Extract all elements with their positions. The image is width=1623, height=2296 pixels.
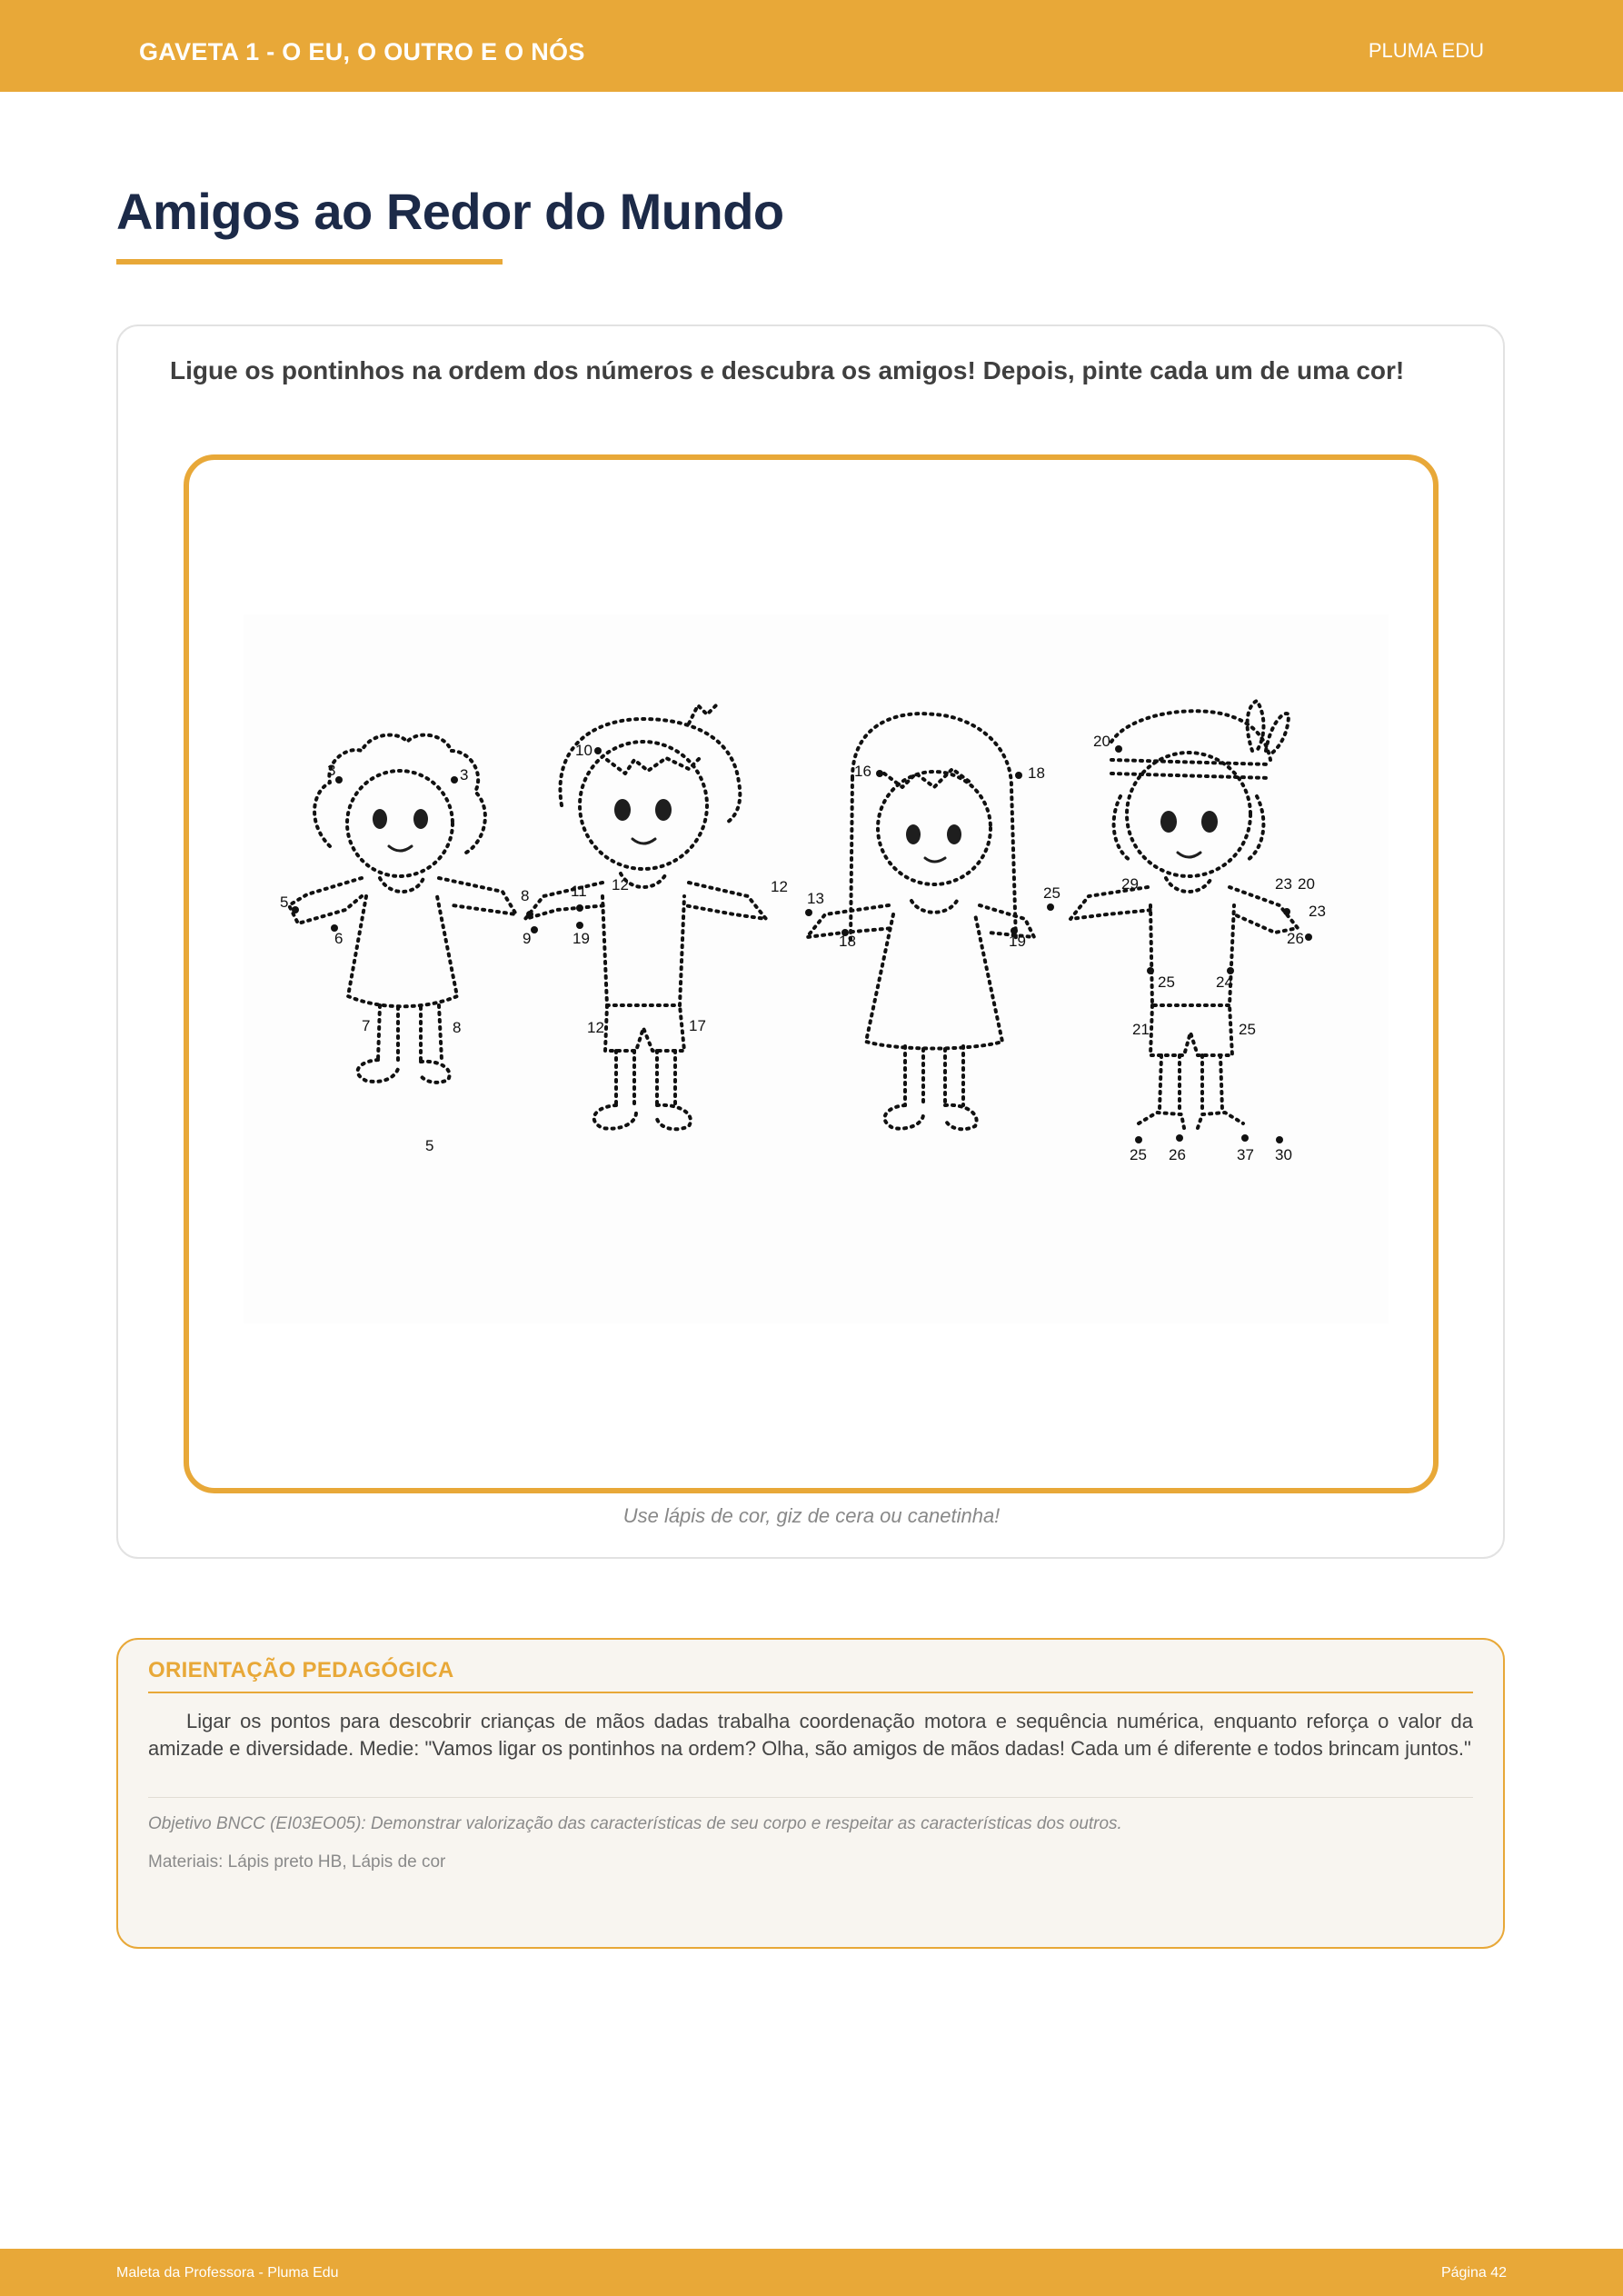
dot-number: 18	[839, 933, 856, 950]
guidance-divider	[148, 1797, 1473, 1798]
dot-number: 8	[453, 1019, 462, 1036]
dot-number: 5	[425, 1137, 434, 1154]
dot-number: 20	[1298, 875, 1315, 893]
dot-number: 5	[280, 893, 289, 911]
dot-number: 19	[573, 930, 590, 947]
dot-number: 23	[1275, 875, 1292, 893]
page-number: Página 42	[1440, 2265, 1507, 2281]
dot-number: 23	[1309, 903, 1326, 920]
activity-caption: Use lápis de cor, giz de cera ou canetinha!	[622, 1504, 1001, 1527]
materials-list: Materiais: Lápis preto HB, Lápis de cor	[148, 1852, 446, 1872]
dot-number: 20	[1093, 733, 1110, 750]
dot-number: 12	[612, 876, 629, 893]
section-title: GAVETA 1 - O EU, O OUTRO E O NÓS	[139, 38, 585, 65]
dot-number: 17	[689, 1017, 706, 1034]
dot-number: 25	[1043, 884, 1060, 902]
bncc-objective: Objetivo BNCC (EI03EO05): Demonstrar valorização das características de seu corpo e respeitar as características dos outros.	[148, 1814, 1122, 1833]
dot-to-dot-frame	[184, 454, 1439, 1493]
page-title: Amigos ao Redor do Mundo	[116, 183, 784, 240]
dot-number: 6	[334, 930, 344, 947]
dot-number: 24	[1216, 973, 1233, 991]
dot-to-dot-illustration	[244, 614, 1389, 1323]
footer-publication: Maleta da Professora - Pluma Edu	[116, 2265, 339, 2281]
dot-number: 13	[807, 890, 824, 907]
guidance-title-rule	[148, 1692, 1473, 1693]
dot-number: 30	[1275, 1146, 1292, 1163]
dot-number: 21	[1132, 1021, 1150, 1038]
dot-number: 25	[1130, 1146, 1147, 1163]
guidance-title: ORIENTAÇÃO PEDAGÓGICA	[148, 1658, 454, 1682]
dot-number: 9	[523, 930, 532, 947]
dot-number: 7	[362, 1017, 371, 1034]
pedagogical-guidance-box	[116, 1638, 1505, 1949]
dot-number: 18	[1028, 764, 1045, 782]
dot-number: 26	[1287, 930, 1304, 947]
dot-number: 8	[521, 887, 530, 904]
title-underline	[116, 259, 503, 265]
activity-instruction: Ligue os pontinhos na ordem dos números e descubra os amigos! Depois, pinte cada um de uma cor!	[170, 356, 1405, 384]
dot-number: 25	[1239, 1021, 1256, 1038]
top-header-bar	[0, 0, 1623, 92]
dot-number: 19	[1009, 933, 1026, 950]
dot-number: 25	[1158, 973, 1175, 991]
dot-number: 3	[327, 762, 336, 779]
dot-number: 3	[460, 766, 469, 784]
guidance-body: Ligar os pontos para descobrir crianças de mãos dadas trabalha coordenação motora e sequência numérica, enquanto reforça o valor da amizade e diversidade. Medie: "Vamos ligar os pontinhos na ordem? Olha, são amigos de mãos dadas! Cada um é diferente e todos brincam juntos."	[148, 1710, 1473, 1760]
dot-number: 37	[1237, 1146, 1254, 1163]
dot-number: 16	[854, 763, 871, 780]
dot-number: 26	[1169, 1146, 1186, 1163]
brand-name: PLUMA EDU	[1368, 39, 1484, 62]
dot-number: 29	[1121, 875, 1139, 893]
dot-number: 12	[771, 878, 788, 895]
page-footer	[0, 2249, 1623, 2296]
dot-number: 12	[587, 1019, 604, 1036]
dot-number: 11	[571, 883, 587, 900]
dot-number: 10	[575, 742, 592, 759]
